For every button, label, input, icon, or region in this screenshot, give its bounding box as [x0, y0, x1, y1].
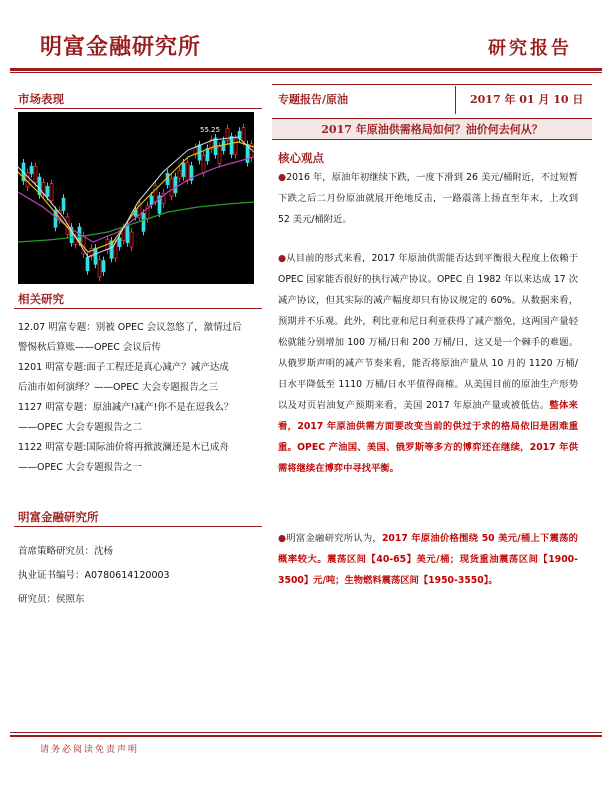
bullet-icon: ● [278, 253, 287, 264]
p3-highlight: 2017 年原油价格围绕 50 美元/桶上下震荡的概率较大。震荡区间【40-65】美元/桶；现货重油震荡区间【1900-3500】元/吨；生物燃料震荡区间【1950-3550】。 [278, 533, 578, 586]
candle-body [50, 184, 53, 201]
report-title: 2017 年原油供需格局如何？油价何去何从？ [321, 123, 543, 136]
candle-body [230, 137, 233, 155]
candle-body [86, 257, 89, 270]
related-item[interactable]: 1127 明富专题：原油减产!减产!你不是在逗我么？ [18, 402, 234, 413]
candle-body [206, 148, 209, 160]
candle-body [182, 163, 185, 177]
related-section-title: 相关研究 [18, 292, 64, 306]
market-rule [14, 108, 262, 109]
p3-text: 明富金融研究所认为， [286, 533, 382, 544]
candle-body [118, 238, 121, 247]
candle-body [98, 259, 101, 277]
related-item[interactable]: 警惕秋后算账——OPEC 会议后传 [18, 342, 161, 353]
candle-body [202, 155, 205, 173]
candle-body [130, 232, 133, 247]
related-item[interactable]: 1201 明富专题:面子工程还是真心减产？减产达成 [18, 362, 229, 373]
report-type: 研究报告 [488, 38, 572, 59]
candle-body [94, 248, 97, 264]
top-rule-thin [10, 72, 602, 73]
footer-rule-thick [10, 735, 602, 737]
disclaimer-link[interactable]: 请务必阅读免责声明 [40, 745, 140, 755]
analyst-chief: 首席策略研究员：沈杨 [18, 546, 114, 557]
institute-info [18, 540, 258, 612]
candle-body [218, 146, 221, 163]
p1-text: 2016 年，原油年初继续下跌，一度下滑到 26 美元/桶附近，不过短暂下跌之后二月份原油就展开绝地反击，一路震荡上扬直至年末，上攻到 52 美元/桶附近。 [278, 172, 578, 225]
candle-body [142, 213, 145, 231]
bullet-icon: ● [278, 172, 287, 183]
candle-body [174, 177, 177, 193]
p2-text: 从目前的形式来看，2017 年原油供需能否达到平衡很大程度上依赖于 OPEC 国家能否很好的执行减产协议。OPEC 自 1982 年以来达成 17 次减产协议，但其实际的减产幅度却只有协议规定的 60%。从数据来看，预期并不乐观。此外，利比亚和尼日利亚获得了减产豁免，这两国产量轻松就能分别增加 100 万桶/日和 200 万桶/日，这又是一个棘手的难题。从俄罗斯声明的减产节奏来看，能否将原油产量从 10 月的 1120 万桶/日水平降低至 1110 万桶/日水平值得商榷。从美国目前的原油生产形势以及对页岩油复产预期来看，美国 2017 年原油产量或被低估。 [278, 253, 578, 411]
header-separator [455, 86, 456, 114]
related-item[interactable]: 12.07 明富专题：别被 OPEC 会议忽悠了，激情过后 [18, 322, 242, 333]
report-date: 2017 年 01 月 10 日 [470, 93, 584, 106]
footer-rule [10, 732, 602, 733]
candle-body [178, 170, 181, 178]
analyst: 研究员：侯照东 [18, 594, 85, 605]
related-item[interactable]: ——OPEC 大会专题报告之一 [18, 462, 142, 473]
license-number: 执业证书编号：A0780614120003 [18, 570, 170, 581]
paragraph-2 [278, 248, 578, 479]
candle-body [126, 225, 129, 243]
company-logo: 明富金融研究所 [40, 35, 202, 60]
candle-body [46, 186, 49, 196]
related-list [18, 318, 258, 478]
price-chart [18, 112, 254, 284]
candle-body [34, 167, 37, 183]
related-rule [14, 308, 262, 309]
market-section-title: 市场表现 [18, 92, 64, 106]
candle-body [150, 196, 153, 205]
bullet-icon: ● [278, 533, 287, 544]
p2-highlight: 整体来看，2017 年原油供需方面要改变当前的供过于求的格局依旧是困难重重。OPEC 产油国、美国、俄罗斯等多方的博弈还在继续，2017 年供需将继续在博弈中寻找平衡。 [278, 400, 578, 474]
core-view-title: 核心观点 [278, 151, 324, 165]
candle-body [186, 162, 189, 180]
related-item[interactable]: 1122 明富专题:国际油价将再掀波澜还是木已成舟 [18, 442, 229, 453]
candle-body [242, 128, 245, 142]
paragraph-1 [278, 167, 578, 230]
candle-body [62, 198, 65, 210]
chart-high-label: 55.25 [200, 126, 221, 134]
candle-body [170, 179, 173, 197]
related-item[interactable]: ——OPEC 大会专题报告之二 [18, 422, 142, 433]
report-category: 专题报告/原油 [278, 93, 349, 106]
related-item[interactable]: 后油市如何演绎？——OPEC 大会专题报告之三 [18, 382, 218, 393]
right-top-rule [272, 84, 592, 85]
institute-rule [14, 526, 262, 527]
candle-body [30, 166, 33, 173]
paragraph-3 [278, 528, 578, 591]
ma-line-magenta [18, 157, 254, 242]
candle-body [102, 261, 105, 272]
institute-section-title: 明富金融研究所 [18, 510, 99, 524]
price-chart-svg [18, 112, 254, 284]
candle-body [234, 139, 237, 155]
top-rule [10, 68, 602, 71]
